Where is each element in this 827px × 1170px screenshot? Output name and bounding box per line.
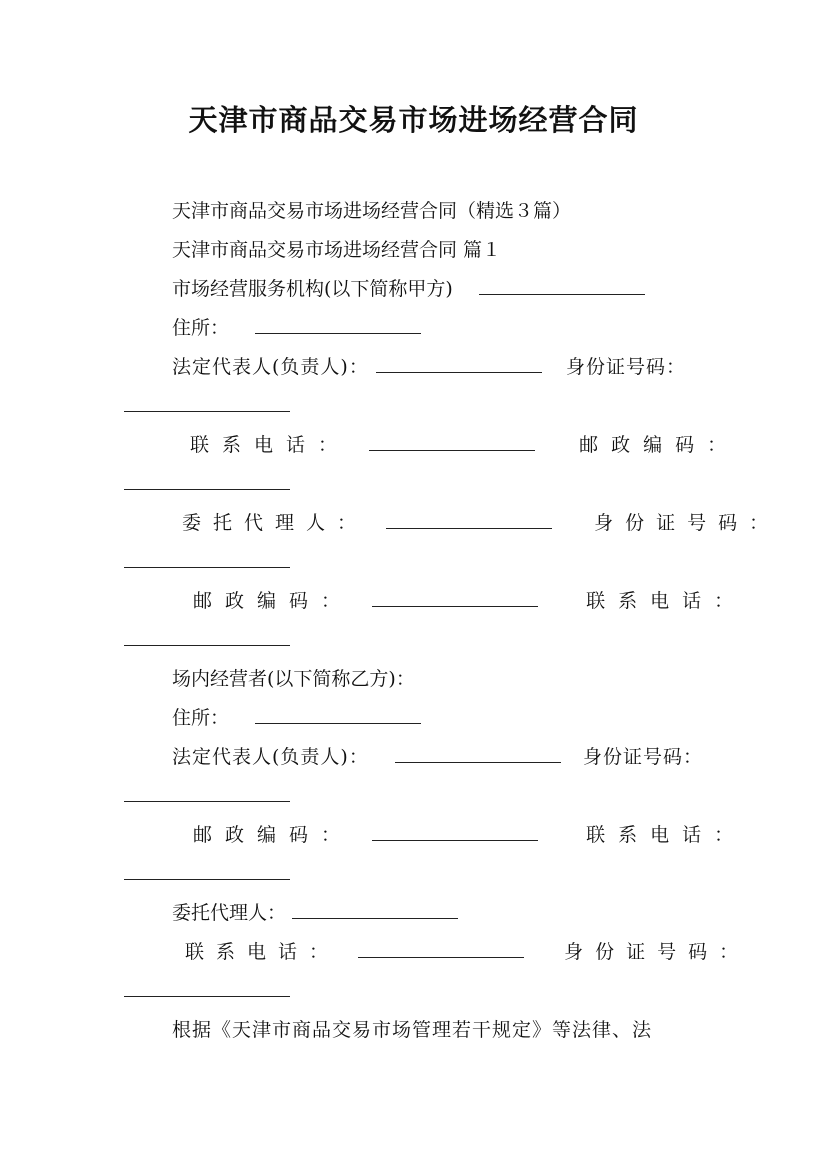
fill-blank xyxy=(372,586,538,607)
line-text: 委托代理人： xyxy=(172,902,287,924)
line-text: 联系电话： xyxy=(586,824,747,846)
fill-blank xyxy=(124,781,290,802)
text-line xyxy=(124,469,290,499)
text-line xyxy=(172,703,421,733)
fill-blank xyxy=(124,976,290,997)
line-text: 法定代表人(负责人)： xyxy=(172,356,369,378)
text-line xyxy=(124,781,290,811)
line-text: 住所： xyxy=(172,707,230,729)
text-line xyxy=(182,508,780,538)
text-line xyxy=(172,313,421,343)
line-text: 联系电话： xyxy=(586,590,747,612)
fill-blank xyxy=(124,547,290,568)
line-text: 法定代表人(负责人)： xyxy=(172,746,369,768)
line-text: 联系电话： xyxy=(190,434,351,456)
fill-blank xyxy=(292,898,458,919)
line-text: 天津市商品交易市场进场经营合同 篇１ xyxy=(172,239,502,261)
line-text: 场内经营者(以下简称乙方)： xyxy=(172,668,415,690)
line-text: 住所： xyxy=(172,317,230,339)
fill-blank xyxy=(369,430,535,451)
text-line xyxy=(124,547,290,577)
line-text: 邮政编码： xyxy=(193,824,354,846)
text-line xyxy=(172,898,458,928)
text-line xyxy=(124,976,290,1006)
text-line xyxy=(172,235,501,265)
fill-blank xyxy=(124,859,290,880)
text-line xyxy=(172,352,686,382)
text-line xyxy=(172,274,645,304)
fill-blank xyxy=(395,742,561,763)
line-text: 委托代理人： xyxy=(182,512,369,534)
line-text: 身份证号码： xyxy=(583,746,704,768)
text-line xyxy=(124,625,290,655)
line-text: 天津市商品交易市场进场经营合同（精选３篇） xyxy=(172,200,572,222)
line-text: 市场经营服务机构(以下简称甲方) xyxy=(172,278,453,300)
line-text: 身份证号码： xyxy=(565,356,686,378)
line-text: 邮政编码： xyxy=(193,590,354,612)
fill-blank xyxy=(124,625,290,646)
fill-blank xyxy=(124,391,290,412)
text-line xyxy=(172,664,415,694)
text-line xyxy=(172,742,703,772)
text-line xyxy=(190,430,739,460)
line-text: 联系电话： xyxy=(185,941,341,963)
document-title: 天津市商品交易市场进场经营合同 xyxy=(188,103,639,137)
text-line xyxy=(193,820,746,850)
fill-blank xyxy=(386,508,552,529)
fill-blank xyxy=(479,274,645,295)
line-text: 身份证号码： xyxy=(594,512,781,534)
text-line xyxy=(172,1015,652,1045)
fill-blank xyxy=(358,937,524,958)
fill-blank xyxy=(124,469,290,490)
text-line xyxy=(124,391,290,421)
text-line xyxy=(193,586,746,616)
line-text: 根据《天津市商品交易市场管理若干规定》等法律、法 xyxy=(172,1019,653,1041)
fill-blank xyxy=(372,820,538,841)
fill-blank xyxy=(376,352,542,373)
fill-blank xyxy=(255,313,421,334)
line-text: 邮政编码： xyxy=(579,434,740,456)
text-line xyxy=(124,859,290,889)
text-line xyxy=(172,196,571,226)
line-text: 身份证号码： xyxy=(564,941,751,963)
text-line xyxy=(185,937,750,967)
fill-blank xyxy=(255,703,421,724)
